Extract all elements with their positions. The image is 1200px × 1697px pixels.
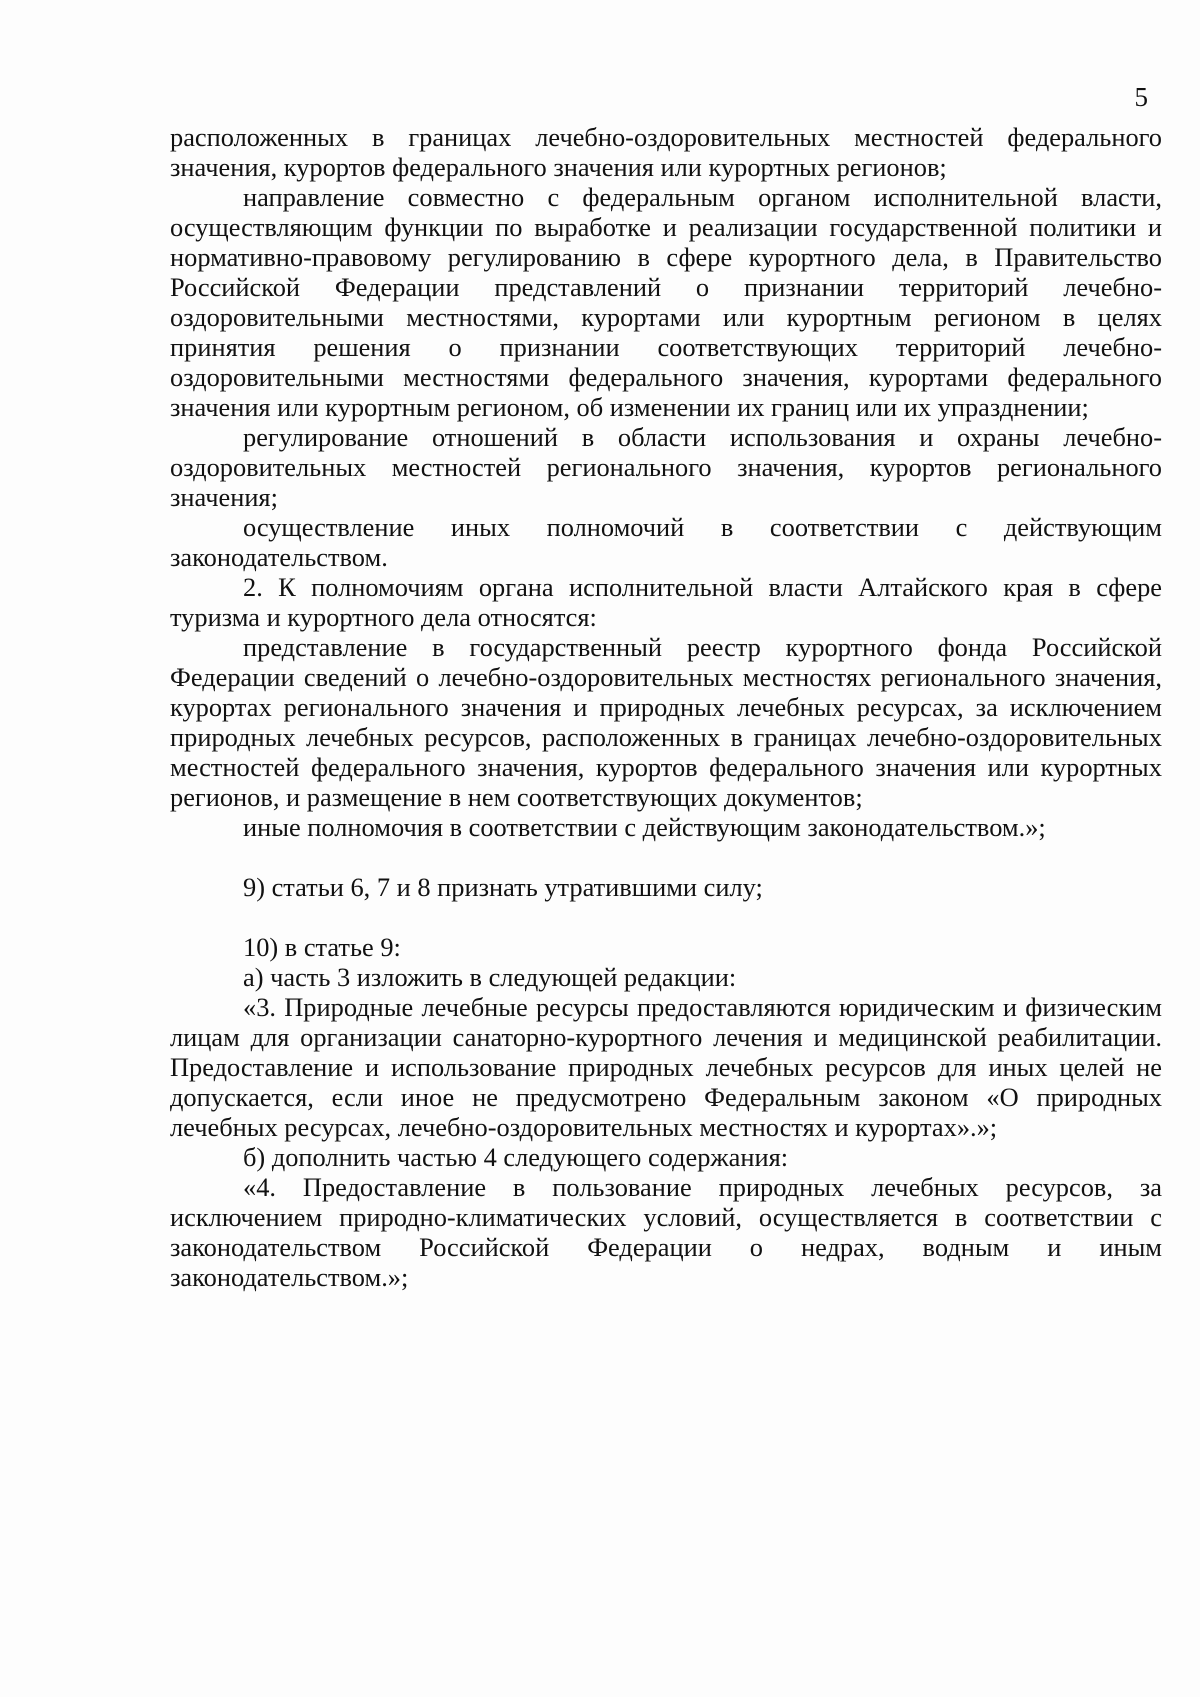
paragraph-continuation: расположенных в границах лечебно-оздоровительных местностей федерального значения, курортов федерального значения или курортных регионов;	[170, 122, 1162, 182]
paragraph-item-9: 9) статьи 6, 7 и 8 признать утратившими силу;	[243, 872, 763, 902]
paragraph-submission: направление совместно с федеральным органом исполнительной власти, осуществляющим функции по выработке и реализации государственной политики и нормативно-правовому регулированию в сфере курортного дела, в Правительство Российской Федерации представлений о признании территорий лечебно-оздоровительными местностями, курортами или курортным регионом в целях принятия решения о признании соответствующих территорий лечебно-оздоровительными местностями федерального значения, курортами федерального значения или курортным регионом, об изменении их границ или их упразднении;	[170, 182, 1162, 422]
paragraph-regulation: регулирование отношений в области использования и охраны лечебно-оздоровительных местностей регионального значения, курортов регионального значения;	[170, 422, 1162, 512]
paragraph-part-3-text: «3. Природные лечебные ресурсы предоставляются юридическим и физическим лицам для организации санаторно-курортного лечения и медицинской реабилитации. Предоставление и использование природных лечебных ресурсов для иных целей не допускается, если иное не предусмотрено Федеральным законом «О природных лечебных ресурсах, лечебно-оздоровительных местностях и курортах».»;	[170, 992, 1162, 1142]
paragraph-subitem-a: а) часть 3 изложить в следующей редакции:	[243, 962, 737, 992]
paragraph-other-powers: осуществление иных полномочий в соответствии с действующим законодательством.	[170, 512, 1162, 572]
paragraph-part-2: 2. К полномочиям органа исполнительной власти Алтайского края в сфере туризма и курортного дела относятся:	[170, 572, 1162, 632]
document-body	[170, 122, 1162, 1292]
page-number: 5	[1134, 82, 1148, 112]
paragraph-registry: представление в государственный реестр курортного фонда Российской Федерации сведений о лечебно-оздоровительных местностях регионального значения, курортах регионального значения и природных лечебных ресурсах, за исключением природных лечебных ресурсов, расположенных в границах лечебно-оздоровительных местностей федерального значения, курортов федерального значения или курортных регионов, и размещение в нем соответствующих документов;	[170, 632, 1162, 812]
paragraph-other-powers-2: иные полномочия в соответствии с действующим законодательством.»;	[243, 812, 1046, 842]
paragraph-subitem-b: б) дополнить частью 4 следующего содержания:	[243, 1142, 789, 1172]
paragraph-item-10: 10) в статье 9:	[243, 932, 401, 962]
paragraph-part-4-text: «4. Предоставление в пользование природных лечебных ресурсов, за исключением природно-климатических условий, осуществляется в соответствии с законодательством Российской Федерации о недрах, водным и иным законодательством.»;	[170, 1172, 1162, 1292]
